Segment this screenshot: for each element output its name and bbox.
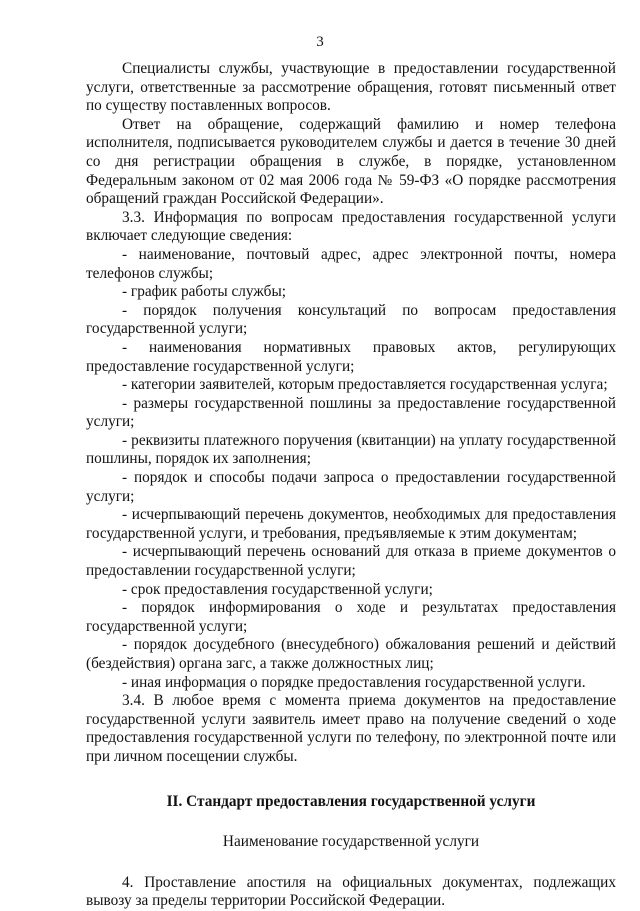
list-item: - порядок получения консультаций по вопросам предоставления государственной услуги; (86, 301, 616, 338)
document-body (86, 60, 616, 911)
section-heading: II. Стандарт предоставления государственной услуги (166, 792, 536, 810)
subsection-heading: Наименование государственной услуги (222, 833, 480, 851)
list-item: - размеры государственной пошлины за предоставление государственной услуги; (86, 394, 616, 431)
list-item: - иная информация о порядке предоставления государственной услуги. (122, 673, 586, 691)
list-item: - исчерпывающий перечень оснований для отказа в приеме документов о предоставлении государственной услуги; (86, 543, 616, 580)
list-item: - порядок и способы подачи запроса о предоставлении государственной услуги; (86, 469, 616, 505)
list-item: - порядок информирования о ходе и результатах предоставления государственной услуги; (86, 599, 616, 635)
list-item: - реквизиты платежного поручения (квитанции) на уплату государственной пошлины, порядок их заполнения; (86, 431, 616, 468)
page-number: 3 (316, 34, 324, 50)
list-item: - срок предоставления государственной услуги; (122, 580, 433, 598)
list-item: - наименование, почтовый адрес, адрес электронной почты, номера телефонов службы; (86, 245, 616, 282)
list-item: - график работы службы; (122, 283, 286, 301)
list-item: - исчерпывающий перечень документов, необходимых для предоставления государственной услуги, и требования, предъявляемые к этим документам; (86, 506, 616, 542)
list-item: - наименования нормативных правовых актов, регулирующих предоставление государственной услуги; (86, 338, 616, 375)
paragraph-specialists: Специалисты службы, участвующие в предоставлении государственной услуги, ответственные за рассмотрение обращения, готовят письменный ответ по существу поставленных вопросов. (86, 60, 616, 115)
paragraph-3-4: 3.4. В любое время с момента приема документов на предоставление государственной услуги заявитель имеет право на получение сведений о ходе предоставления государственной услуги по телефону, по электронной почте или при личном посещении службы. (86, 692, 616, 765)
list-item: - категории заявителей, которым предоставляется государственная услуга; (122, 376, 608, 394)
list-item: - порядок досудебного (внесудебного) обжалования решений и действий (бездействия) органа загс, а также должностных лиц; (86, 636, 616, 672)
paragraph-response: Ответ на обращение, содержащий фамилию и номер телефона исполнителя, подписывается руководителем службы и дается в течение 30 дней со дня регистрации обращения в службе, в порядке, установленном Федеральным законом от 02 мая 2006 года № 59-ФЗ «О порядке рассмотрения обращений граждан Российской Федерации». (86, 115, 616, 208)
paragraph-3-3: 3.3. Информация по вопросам предоставления государственной услуги включает следующие сведения: (86, 208, 616, 245)
paragraph-4: 4. Проставление апостиля на официальных документах, подлежащих вывозу за пределы территории Российской Федерации. (86, 873, 616, 910)
